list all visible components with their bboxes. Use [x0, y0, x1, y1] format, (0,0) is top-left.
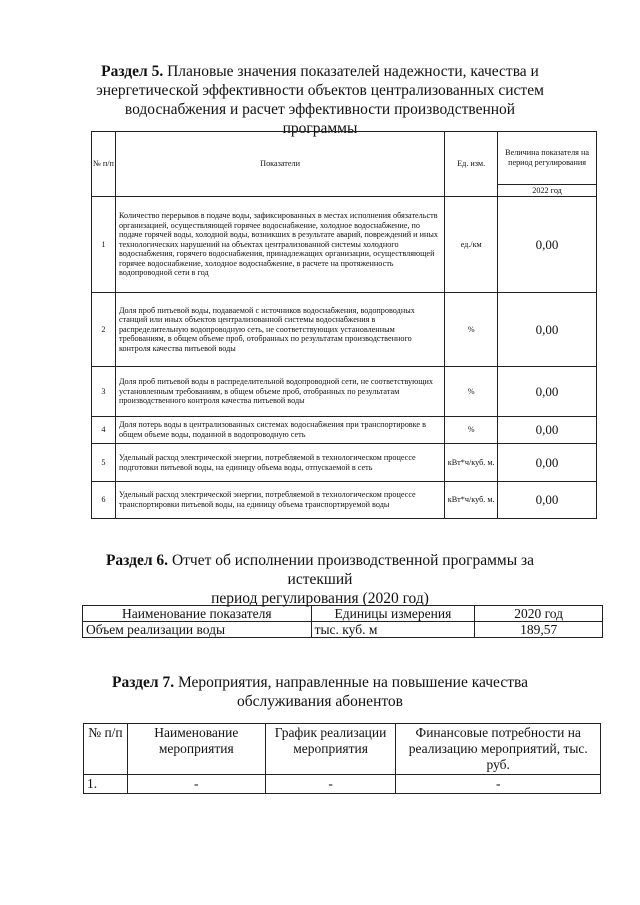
row-indicator: Доля проб питьевой воды, подаваемой с источников водоснабжения, водопроводных станций или иных объектов централизованной системы водоснабжения в распределительную водопроводную сеть, не соответствующих установленным требованиям, в общем объеме проб, отобранных по результатам производственного контроля качества питьевой воды: [115, 293, 444, 367]
row-finance: -: [396, 775, 601, 794]
row-name: Объем реализации воды: [83, 622, 312, 638]
section6-title-line1: Отчет об исполнении производственной программы за истекший: [171, 552, 535, 588]
row-schedule: -: [265, 775, 396, 794]
header-schedule: График реализации мероприятия: [265, 724, 396, 775]
table-row: [92, 482, 597, 519]
row-num: 4: [92, 417, 116, 444]
header-unit: Ед. изм.: [445, 132, 498, 197]
header-finance: Финансовые потребности на реализацию мероприятий, тыс. руб.: [396, 724, 601, 775]
table-row: [92, 197, 597, 293]
header-year: 2020 год: [475, 606, 603, 622]
measures-table: [83, 723, 601, 794]
row-num: 2: [92, 293, 116, 367]
table-row: [92, 417, 597, 444]
row-unit: кВт*ч/куб. м.: [445, 444, 498, 482]
row-unit: %: [445, 367, 498, 417]
row-value: 0,00: [498, 444, 597, 482]
row-indicator: Доля проб питьевой воды в распределительной водопроводной сети, не соответствующих установленным требованиям, в общем объеме проб, отобранных по результатам производственного контроля качества питьевой воды: [115, 367, 444, 417]
row-indicator: Доля потерь воды в централизованных системах водоснабжения при транспортировке в общем объеме воды, поданной в водопроводную сеть: [115, 417, 444, 444]
row-indicator: Удельный расход электрической энергии, потребляемой в технологическом процессе подготовки питьевой воды, на единицу объема воды, отпускаемой в сеть: [115, 444, 444, 482]
table-row: [92, 444, 597, 482]
header-indicator: Показатели: [115, 132, 444, 197]
table-row: [92, 367, 597, 417]
section5-title-bold: Раздел 5.: [101, 63, 164, 80]
row-value: 0,00: [498, 293, 597, 367]
header-num: № п/п: [84, 724, 128, 775]
section7-title: [110, 673, 530, 711]
section5-title-line2: энергетической эффективности объектов централизованных систем: [96, 82, 544, 99]
section7-title-line1: Мероприятия, направленные на повышение качества: [177, 674, 528, 691]
row-unit: кВт*ч/куб. м.: [445, 482, 498, 519]
report-table: [82, 605, 603, 638]
header-name: Наименование показателя: [83, 606, 312, 622]
section5-title-line1: Плановые значения показателей надежности, качества и: [167, 63, 539, 80]
section7-title-bold: Раздел 7.: [112, 674, 175, 691]
section5-title: [95, 62, 545, 138]
indicators-table: [91, 131, 597, 519]
header-unit: Единицы измерения: [311, 606, 475, 622]
section5-title-line3: водоснабжения и расчет эффективности производственной программы: [124, 101, 516, 137]
header-year: 2022 год: [498, 185, 597, 197]
table-row: [84, 775, 601, 794]
row-num: 1: [92, 197, 116, 293]
table-row: [83, 622, 603, 638]
row-value: 0,00: [498, 482, 597, 519]
row-unit: %: [445, 417, 498, 444]
row-unit: тыс. куб. м: [311, 622, 475, 638]
section6-title-line2: период регулирования (2020 год): [211, 590, 429, 607]
header-value: Величина показателя на период регулирования: [498, 132, 597, 185]
row-value: 189,57: [475, 622, 603, 638]
row-value: 0,00: [498, 417, 597, 444]
row-unit: %: [445, 293, 498, 367]
row-num: 3: [92, 367, 116, 417]
section6-title-bold: Раздел 6.: [105, 552, 169, 569]
row-num: 1.: [84, 775, 128, 794]
section7-title-line2: обслуживания абонентов: [236, 693, 403, 710]
row-num: 6: [92, 482, 116, 519]
row-unit: ед./км: [445, 197, 498, 293]
row-value: 0,00: [498, 197, 597, 293]
row-num: 5: [92, 444, 116, 482]
row-name: -: [127, 775, 265, 794]
row-value: 0,00: [498, 367, 597, 417]
table-row: [92, 293, 597, 367]
header-name: Наименование мероприятия: [127, 724, 265, 775]
row-indicator: Удельный расход электрической энергии, потребляемой в технологическом процессе транспортировки питьевой воды, на единицу объема транспортируемой воды: [115, 482, 444, 519]
header-num: № п/п: [92, 132, 116, 197]
section6-title: [90, 551, 550, 608]
row-indicator: Количество перерывов в подаче воды, зафиксированных в местах исполнения обязательств организацией, осуществляющей горячее водоснабжение, холодное водоснабжение, по подаче горячей воды, холодной воды, возникших в результате аварий, повреждений и иных технологических нарушений на объектах централизованной системы холодного водоснабжения, горячего водоснабжения, принадлежащих организации, осуществляющей горячее водоснабжение, холодное водоснабжение, в расчете на протяженность водопроводной сети в год: [115, 197, 444, 293]
